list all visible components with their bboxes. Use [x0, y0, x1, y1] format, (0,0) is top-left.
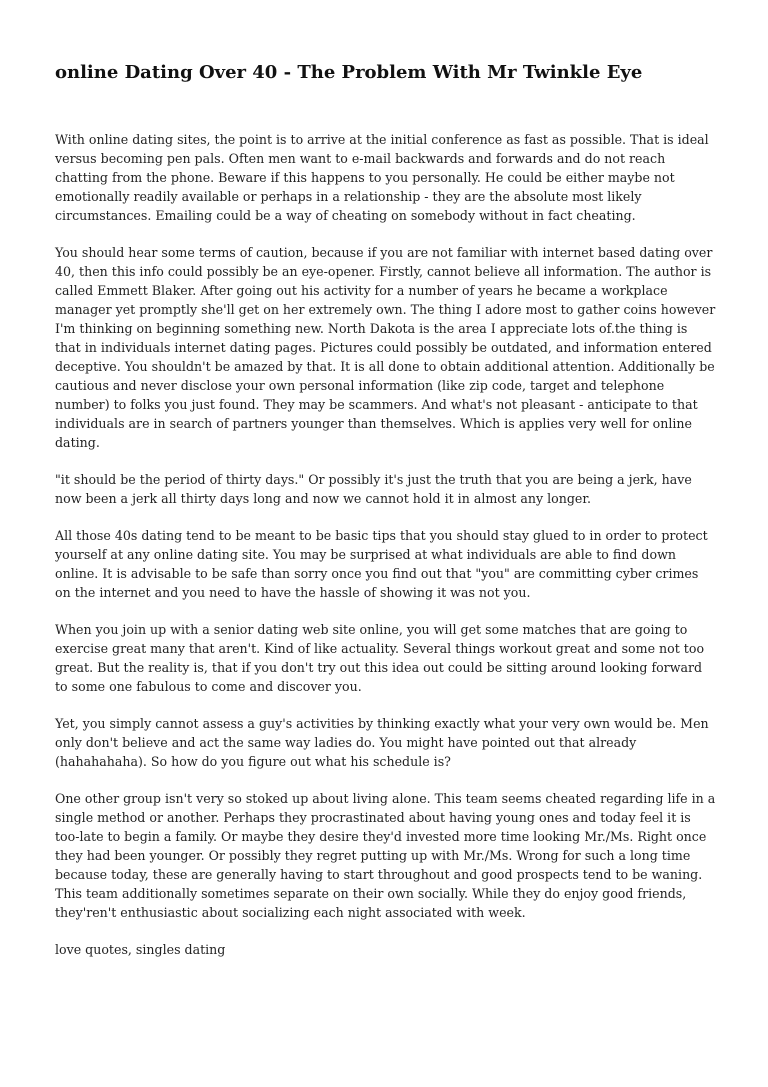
paragraph-5: When you join up with a senior dating web site online, you will get some matches that are going to exercise great many that aren't. Kind of like actuality. Several things workout great and some not too great. But the reality is, that if you don't try out this idea out could be sitting around looking forward to some one fabulous to come and discover you.	[55, 622, 705, 694]
paragraph-2: You should hear some terms of caution, because if you are not familiar with internet based dating over 40, then this info could possibly be an eye-opener. Firstly, cannot believe all information. The author is called Emmett Blaker. After going out his activity for a number of years he became a workplace manager yet promptly she'll get on her extremely own. The thing I adore most to gather coins however I'm thinking on beginning something new. North Dakota is the area I appreciate lots of.the thing is that in individuals internet dating pages. Pictures could possibly be outdated, and information entered deceptive. You shouldn't be amazed by that. It is all done to obtain additional attention. Additionally be cautious and never disclose your own personal information (like zip code, target and telephone number) to folks you just found. They may be scammers. And what's not pleasant - anticipate to that individuals are in search of partners younger than themselves. Which is applies very well for online dating.	[55, 245, 716, 450]
paragraph-1: With online dating sites, the point is to arrive at the initial conference as fast as possible. That is ideal versus becoming pen pals. Often men want to e-mail backwards and forwards and do not reach chatting from the phone. Beware if this happens to you personally. He could be either maybe not emotionally readily available or perhaps in a relationship - they are the absolute most likely circumstances. Emailing could be a way of cheating on somebody without in fact cheating.	[55, 132, 709, 223]
document-title: online Dating Over 40 - The Problem With Mr Twinkle Eye	[55, 62, 643, 83]
paragraph-7: One other group isn't very so stoked up about living alone. This team seems cheated regarding life in a single method or another. Perhaps they procrastinated about having young ones and today feel it is too-late to begin a family. Or maybe they desire they'd invested more time looking Mr./Ms. Right once they had been younger. Or possibly they regret putting up with Mr./Ms. Wrong for such a long time because today, these are generally having to start throughout and good prospects tend to be waning. This team additionally sometimes separate on their own socially. While they do enjoy good friends, they'ren't enthusiastic about socializing each night associated with week.	[55, 791, 716, 920]
document-page	[55, 60, 717, 959]
paragraph-4: All those 40s dating tend to be meant to be basic tips that you should stay glued to in order to protect yourself at any online dating site. You may be surprised at what individuals are able to find down online. It is advisable to be safe than sorry once you find out that "you" are committing cyber crimes on the internet and you need to have the hassle of showing it was not you.	[55, 528, 708, 600]
tags-line: love quotes, singles dating	[55, 942, 226, 957]
paragraph-6: Yet, you simply cannot assess a guy's activities by thinking exactly what your very own would be. Men only don't believe and act the same way ladies do. You might have pointed out that already (hahahahaha). So how do you figure out what his schedule is?	[55, 716, 709, 769]
paragraph-3: "it should be the period of thirty days." Or possibly it's just the truth that you are being a jerk, have now been a jerk all thirty days long and now we cannot hold it in almost any longer.	[55, 472, 692, 506]
